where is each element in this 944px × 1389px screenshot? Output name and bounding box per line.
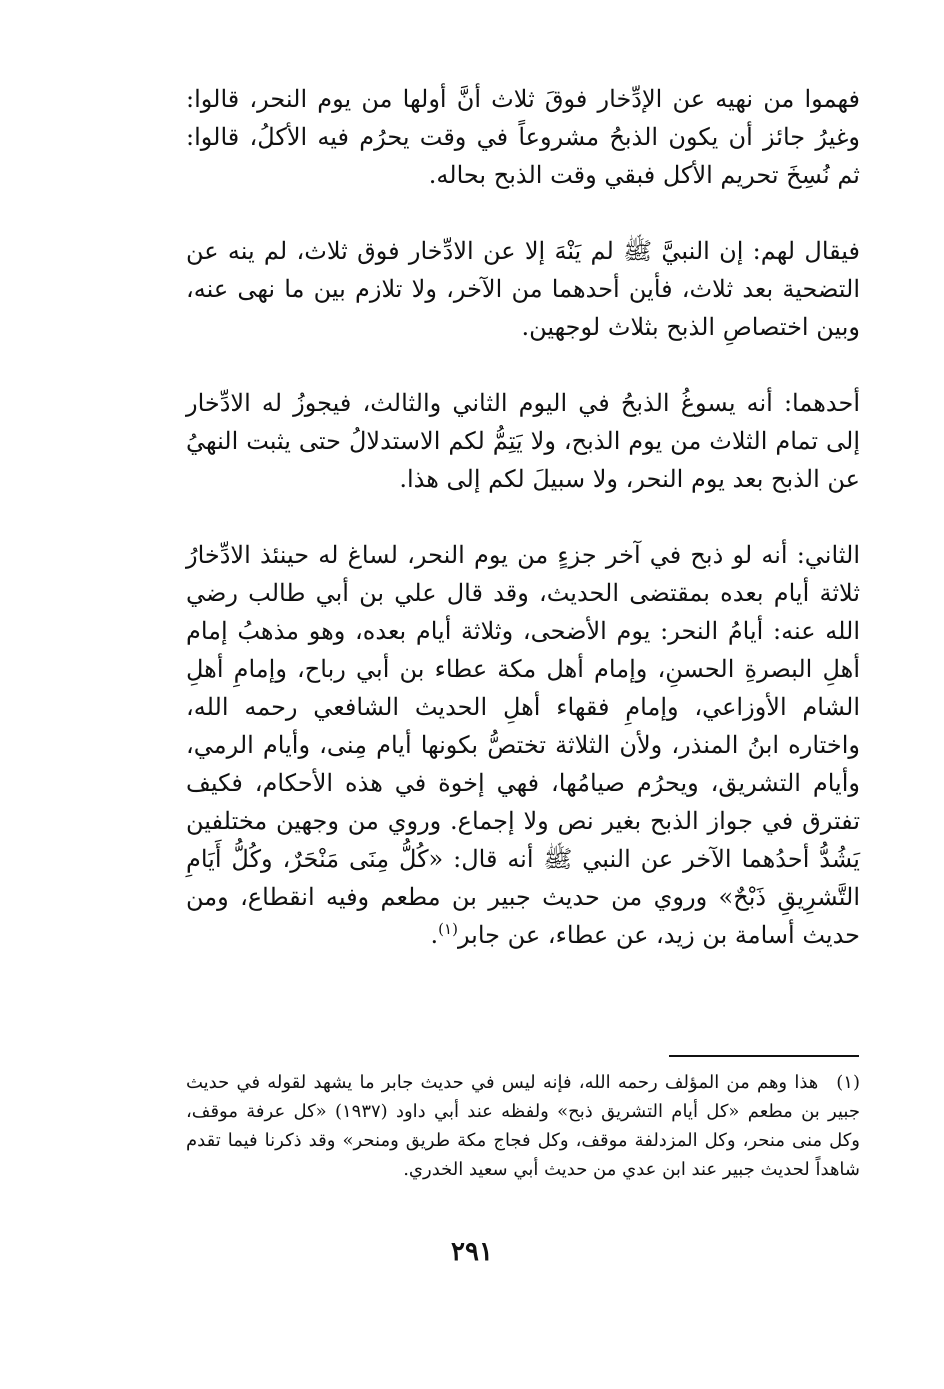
footnote-marker: (١) bbox=[836, 1072, 860, 1093]
footnote-separator bbox=[669, 1055, 859, 1057]
paragraph-1: فهموا من نهيه عن الإدِّخار فوقَ ثلاث أنَّ أولها من يوم النحر، قالوا: وغيرُ جائز أن يكون الذبحُ مشروعاً في وقت يحرُم فيه الأكلُ، قالوا: ثم نُسِخَ تحريم الأكل فبقي وقت الذبح بحاله. bbox=[186, 85, 860, 189]
paragraph-2: فيقال لهم: إن النبيَّ ﷺ لم يَنْهَ إلا عن الادِّخار فوق ثلاث، لم ينه عن التضحية بعد ثلاث، فأين أحدهما من الآخر، ولا تلازم بين ما نهى عنه، وبين اختصاصِ الذبح بثلاث لوجهين. bbox=[186, 237, 860, 341]
paragraph-3: أحدهما: أنه يسوغُ الذبحُ في اليوم الثاني والثالث، فيجوزُ له الادِّخار إلى تمام الثلاث من يوم الذبح، ولا يَتِمُّ لكم الاستدلالُ حتى يثبت النهيُ عن الذبح بعد يوم النحر، ولا سبيلَ لكم إلى هذا. bbox=[186, 389, 860, 493]
paragraph-4 bbox=[186, 536, 860, 954]
footnote-text: هذا وهم من المؤلف رحمه الله، فإنه ليس في حديث جابر ما يشهد لقوله في حديث جبير بن مطعم «كل أيام التشريق ذبح» ولفظه عند أبي داود (١٩٣٧) «كل عرفة موقف، وكل منى منحر، وكل المزدلفة موقف، وكل فجاج مكة طريق ومنحر» وقد ذكرنا فيما تقدم شاهداً لحديث جبير عند ابن عدي من حديث أبي سعيد الخدري. bbox=[186, 1072, 860, 1180]
footnote-reference: (١) bbox=[438, 920, 458, 938]
paragraph-4-text: الثاني: أنه لو ذبح في آخر جزءٍ من يوم النحر، لساغ له حينئذ الادِّخارُ ثلاثة أيام بعده بمقتضى الحديث، وقد قال علي بن أبي طالب رضي الله عنه: أيامُ النحر: يوم الأضحى، وثلاثة أيام بعده، وهو مذهبُ إمام أهلِ البصرةِ الحسنِ، وإمام أهل مكة عطاء بن أبي رباح، وإمامِ أهلِ الشام الأوزاعي، وإمامِ فقهاء أهلِ الحديث الشافعي رحمه الله، واختاره ابنُ المنذر، ولأن الثلاثة تختصُّ بكونها أيام مِنى، وأيام الرمي، وأيام التشريق، ويحرُم صيامُها، فهي إخوة في هذه الأحكام، فكيف تفترق في جواز الذبح بغير نص ولا إجماع. وروي من وجهين مختلفين يَشُدُّ أحدُهما الآخر عن النبي ﷺ أنه قال: «كُلُّ مِنَى مَنْحَرٌ، وكُلُّ أَيَامِ التَّشرِيقِ ذَبْحٌ» وروي من حديث جبير بن مطعم وفيه انقطاع، ومن حديث أسامة بن زيد، عن عطاء، عن جابر bbox=[186, 541, 861, 949]
page-number: ٢٩١ bbox=[451, 1237, 493, 1267]
main-text bbox=[186, 80, 860, 954]
paragraph-4-end: . bbox=[430, 921, 439, 949]
footnote bbox=[186, 1068, 860, 1184]
